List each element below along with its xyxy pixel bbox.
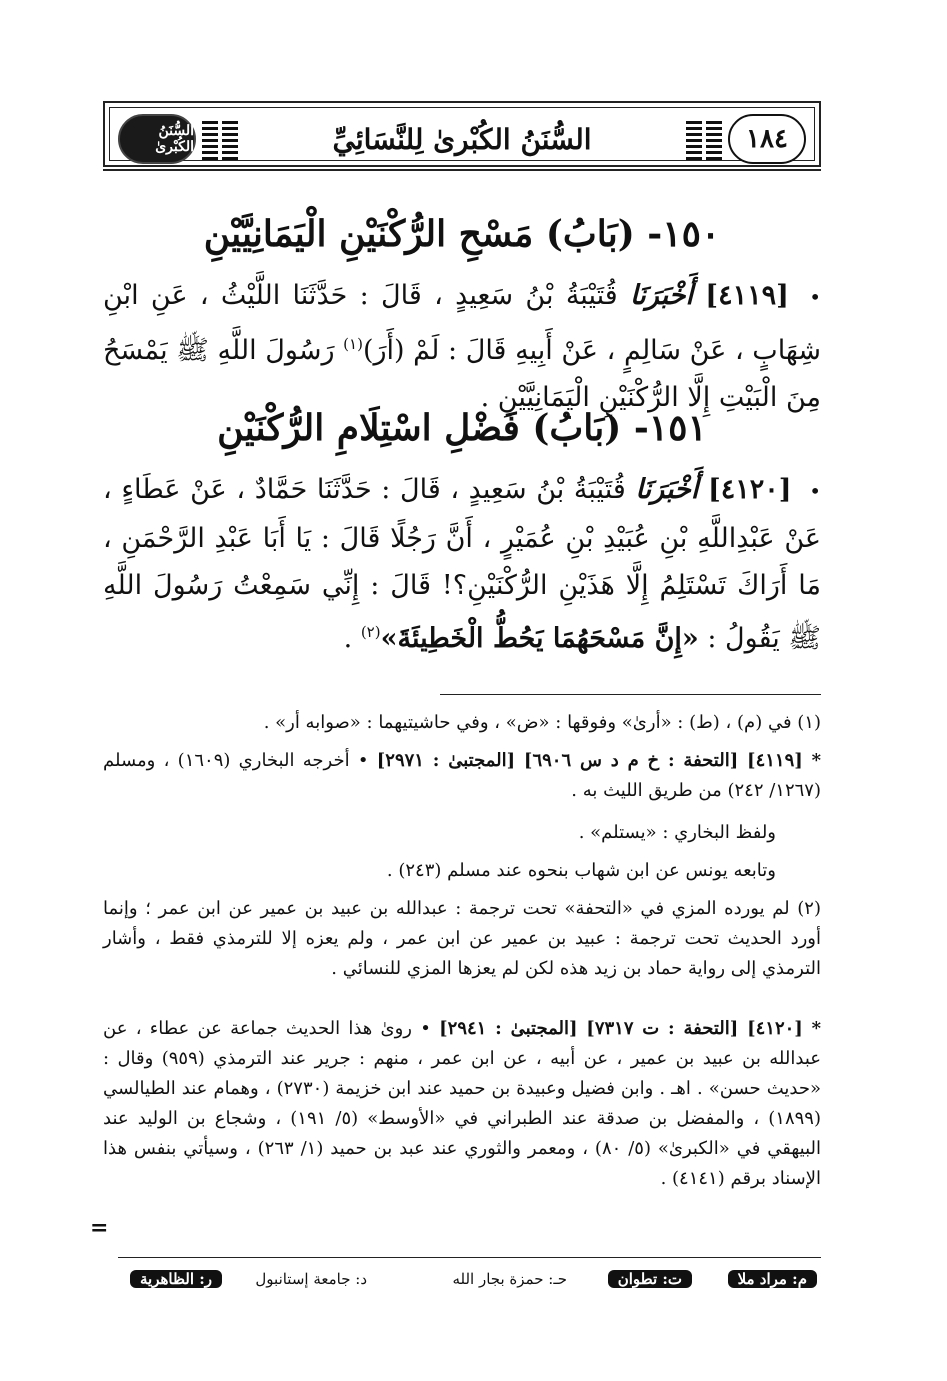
ornament: [202, 118, 218, 160]
ornament: [686, 118, 702, 160]
book-emblem: السُّنَنُ الكُبْرىٰ: [118, 114, 196, 164]
hadith-number: [٤١١٩]: [705, 280, 789, 311]
footnote-ref: (٢): [360, 623, 381, 641]
manuscript-m: م: مراد ملا: [728, 1264, 817, 1294]
takhrij-4119-line2: ولفظ البخاري : «يستلم» .: [578, 822, 776, 843]
takhrij-text: • أخرجه البخاري (١٦٠٩) ، ومسلم (١٢٦٧/ ٢٤٢) من طريق الليث به .: [103, 750, 821, 801]
manuscript-d: د: جامعة إستانبول: [255, 1270, 367, 1288]
hadith-text: قُتَيْبَةُ بْنُ سَعِيدٍ ، قَالَ : حَدَّثَنَا اللَّيْثُ ، عَنِ ابْنِ شِهَابٍ ، عَنْ سَالِمٍ ، عَنْ أَبِيهِ قَالَ : لَمْ (أَرَ): [103, 280, 822, 366]
page-number-badge: [728, 114, 806, 164]
footnote-2: (٢) لم يورده المزي في «التحفة» تحت ترجمة : عبدالله بن عبيد بن عمير عن ابن عمر ؛ وإنما أورد الحديث تحت ترجمة : عبيد بن عمير عن ابن عمر ، ولم يعزه إلا للترمذي فقط ، وأشار الترمذي إلى رواية حماد بن زيد هذه لكن لم يعزها المزي للنسائي .: [103, 898, 821, 979]
chapter-heading-150: ١٥٠- (بَابُ) مَسْحِ الرُّكْنَيْنِ الْيَمَانِيَّيْنِ: [203, 213, 721, 255]
takhrij-4120: [103, 1014, 821, 1194]
page-header: [103, 101, 821, 167]
bullet: •: [809, 285, 821, 309]
manuscript-r: ر: الظاهرية: [130, 1264, 222, 1294]
takhrij-4119: [103, 746, 821, 806]
bullet: •: [809, 479, 821, 503]
end-mark: .: [343, 623, 353, 654]
footer-rule: [118, 1257, 821, 1258]
chapter-heading-151: ١٥١- (بَابُ) فَضْلِ اسْتِلَامِ الرُّكْنَيْنِ: [217, 407, 707, 449]
book-title: السُّنَنُ الكُبْرىٰ لِلنَّسَائِيِّ: [332, 123, 592, 156]
akhbarana: أَخْبَرَنَا: [635, 474, 699, 505]
hadith-4119: [103, 272, 821, 421]
hadith-4120: [103, 466, 821, 662]
footnote-separator: [440, 694, 821, 695]
hadith-text-cont: رَسُولَ اللَّهِ ﷺ يَمْسَحُ مِنَ الْبَيْتِ إِلَّا الرُّكْنَيْنِ الْيَمَانِيَّيْنِ .: [103, 335, 821, 413]
takhrij-ref: * [٤١٢٠] [التحفة : ت ٧٣١٧] [المجتبىٰ : ٢٩٤١]: [439, 1018, 822, 1039]
manuscript-h: حـ: حمزة بجار الله: [452, 1270, 567, 1288]
header-frame: [109, 107, 815, 161]
ornament: [706, 118, 722, 160]
continuation-mark: =: [90, 1215, 109, 1241]
takhrij-4119-line3: وتابعه يونس عن ابن شهاب بنحوه عند مسلم (٢٤٣) .: [386, 860, 776, 881]
takhrij-ref: * [٤١١٩] [التحفة : خ م د س ٦٩٠٦] [المجتبىٰ : ٢٩٧١]: [376, 750, 821, 771]
akhbarana: أَخْبَرَنَا: [629, 280, 693, 311]
manuscript-t: ت: تطوان: [608, 1264, 692, 1294]
footnote-1: (١) في (م) ، (ط) : «أرىٰ» وفوقها : «ض» ، وفي حاشيتيهما : «صوابه أر» .: [263, 712, 821, 733]
hadith-number: [٤١٢٠]: [708, 474, 792, 505]
ornament: [222, 118, 238, 160]
hadith-text: قُتَيْبَةُ بْنُ سَعِيدٍ ، قَالَ : حَدَّثَنَا حَمَّادٌ ، عَنْ عَطَاءٍ ، عَنْ عَبْدِاللَّهِ بْنِ عُبَيْدِ بْنِ عُمَيْرٍ ، أَنَّ رَجُلًا قَالَ : يَا أَبَا عَبْدِ الرَّحْمَنِ ، مَا أَرَاكَ تَسْتَلِمُ إِلَّا هَذَيْنِ الرُّكْنَيْنِ؟! قَالَ : إِنِّي سَمِعْتُ رَسُولَ اللَّهِ ﷺ يَقُولُ :: [103, 474, 821, 654]
prophetic-quote: «إِنَّ مَسْحَهُمَا يَحُطُّ الْخَطِيئَةَ»: [380, 623, 699, 654]
takhrij-text: • رویٰ هذا الحديث جماعة عن عطاء ، عن عبدالله بن عبيد بن عمير ، عن أبيه ، عن ابن عمر ، منهم : جرير عند الترمذي (٩٥٩) وقال : «حديث حسن» . اهـ . وابن فضيل وعبيدة بن حميد عند ابن خزيمة (٢٧٣٠) ، وهمام عند الطيالسي (١٨٩٩) ، والمفضل بن صدقة عند الطبراني في «الأوسط» (٥/ ١٩١) ، وشجاع بن الوليد عند البيهقي في «الكبرىٰ» (٥/ ٨٠) ، ومعمر والثوري عند عبد بن حميد (١/ ٢٦٣) ، وسيأتي بنفس هذا الإسناد برقم (٤١٤١) .: [103, 1018, 822, 1189]
page-number: ١٨٤: [746, 124, 788, 154]
footnote-ref: (١): [343, 335, 363, 353]
header-rule: [103, 169, 821, 171]
